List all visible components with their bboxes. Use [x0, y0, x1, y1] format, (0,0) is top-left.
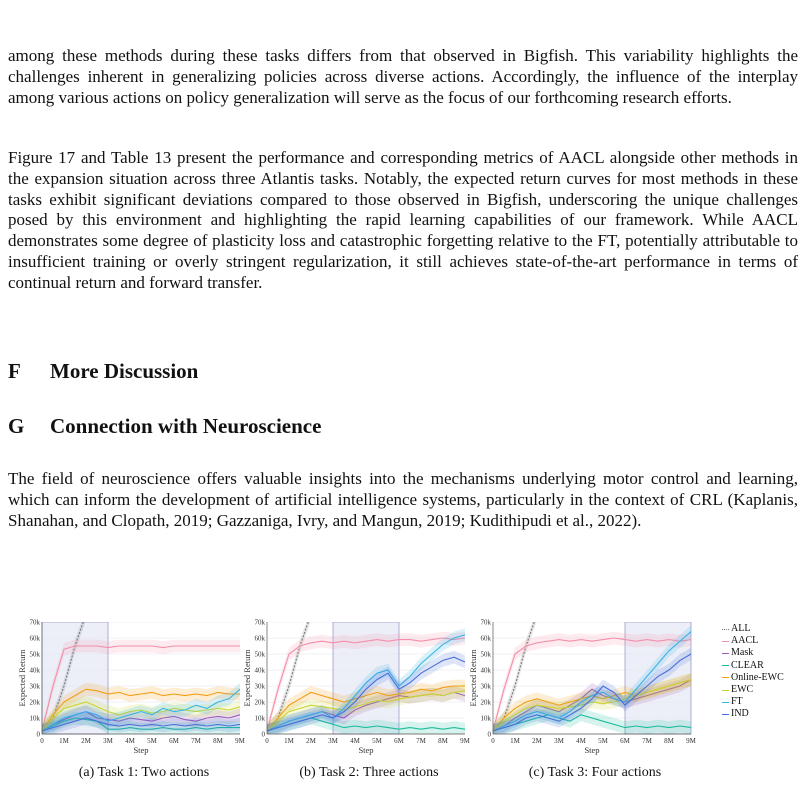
x-tick-label: 1M — [284, 737, 294, 745]
section-number: G — [8, 414, 25, 438]
y-tick-label: 20k — [29, 698, 40, 707]
x-tick-label: 4M — [576, 737, 586, 745]
x-axis-label: Step — [133, 745, 149, 755]
x-tick-label: 0 — [265, 737, 269, 745]
legend-item-ewc — [722, 684, 784, 696]
x-tick-label: 7M — [416, 737, 426, 745]
x-tick-label: 6M — [620, 737, 630, 745]
x-tick-label: 3M — [554, 737, 564, 745]
section-number: F — [8, 359, 21, 383]
y-tick-label: 50k — [254, 650, 265, 659]
x-tick-label: 8M — [213, 737, 223, 745]
chart-panel-task-3 — [468, 616, 699, 762]
legend-item-online-ewc — [722, 672, 784, 684]
y-tick-label: 30k — [254, 682, 265, 691]
y-tick-label: 50k — [29, 650, 40, 659]
x-tick-label: 3M — [103, 737, 113, 745]
y-axis-label: Expected Return — [468, 649, 478, 707]
x-tick-label: 0 — [491, 737, 495, 745]
x-tick-label: 3M — [328, 737, 338, 745]
y-tick-label: 50k — [480, 650, 491, 659]
paragraph-1: among these methods during these tasks differs from that observed in Bigfish. This variability highlights the challenges inherent in generalizing policies across diverse actions. Accordingly, the influence of the interplay among various actions on policy generalization will serve as the focus of our forthcoming research efforts. — [8, 46, 798, 107]
paragraph-3: The field of neuroscience offers valuable insights into the mechanisms underlying motor control and learning, which can inform the development of artificial intelligence systems, particularly in the context of CRL (Kaplanis, Shanahan, and Clopath, 2019; Gazzaniga, Ivry, and Mangun, 2019; Kudithipudi et al., 2022). — [8, 469, 798, 530]
chart-task-3 — [468, 616, 699, 762]
legend-label: Mask — [731, 647, 754, 659]
plot-top-mask — [40, 606, 242, 622]
x-tick-label: 6M — [169, 737, 179, 745]
x-tick-label: 5M — [147, 737, 157, 745]
plot-top-mask — [491, 606, 693, 622]
x-axis-label: Step — [358, 745, 374, 755]
legend-swatch — [722, 629, 729, 630]
y-tick-label: 0 — [36, 730, 40, 739]
legend-label: IND — [731, 708, 749, 720]
y-axis-label: Expected Return — [17, 649, 27, 707]
section-title: Connection with Neuroscience — [50, 414, 322, 438]
y-tick-label: 70k — [29, 618, 40, 627]
y-tick-label: 30k — [480, 682, 491, 691]
legend-swatch — [722, 690, 729, 691]
x-axis-label: Step — [584, 745, 600, 755]
y-tick-label: 60k — [254, 634, 265, 643]
legend-item-ind — [722, 708, 784, 720]
legend-label: CLEAR — [731, 659, 764, 671]
chart-task-1 — [17, 616, 248, 762]
x-tick-label: 6M — [394, 737, 404, 745]
legend-label: Online-EWC — [731, 671, 784, 683]
x-tick-label: 9M — [235, 737, 245, 745]
legend-item-mask — [722, 647, 784, 659]
paragraph-2: Figure 17 and Table 13 present the performance and corresponding metrics of AACL alongside other methods in the expansion situation across three Atlantis tasks. Notably, the expected return curves for most methods in these tasks exhibit significant deviations compared to those observed in Bigfish, underscoring the unique challenges posed by this environment and highlighting the rapid learning capabilities of our framework. While AACL demonstrates some degree of plasticity loss and catastrophic forgetting relative to the FT, potentially attributable to insufficient training or overly stringent regularization, it still achieves state-of-the-art performance in terms of continual return and forward transfer. — [8, 148, 798, 292]
y-tick-label: 40k — [254, 666, 265, 675]
legend-item-ft — [722, 696, 784, 708]
y-tick-label: 30k — [29, 682, 40, 691]
legend-label: AACL — [731, 635, 759, 647]
x-tick-label: 1M — [59, 737, 69, 745]
legend-item-clear — [722, 660, 784, 672]
section-heading-f — [8, 359, 198, 384]
legend-label: FT — [731, 696, 743, 708]
legend-swatch — [722, 665, 729, 666]
x-tick-label: 5M — [372, 737, 382, 745]
plot-top-mask — [265, 606, 467, 622]
legend-swatch — [722, 641, 729, 642]
x-tick-label: 4M — [350, 737, 360, 745]
caption-task-2: (b) Task 2: Three actions — [299, 765, 439, 780]
x-tick-label: 7M — [191, 737, 201, 745]
y-tick-label: 60k — [29, 634, 40, 643]
chart-task-2 — [242, 616, 473, 762]
legend-swatch — [722, 653, 729, 654]
section-heading-g — [8, 414, 321, 439]
y-tick-label: 10k — [29, 714, 40, 723]
x-tick-label: 2M — [306, 737, 316, 745]
caption-task-3: (c) Task 3: Four actions — [528, 765, 662, 780]
y-tick-label: 40k — [29, 666, 40, 675]
y-tick-label: 20k — [254, 698, 265, 707]
x-tick-label: 8M — [664, 737, 674, 745]
legend-swatch — [722, 677, 729, 678]
x-tick-label: 0 — [40, 737, 44, 745]
y-tick-label: 40k — [480, 666, 491, 675]
x-tick-label: 2M — [81, 737, 91, 745]
y-tick-label: 60k — [480, 634, 491, 643]
y-tick-label: 70k — [254, 618, 265, 627]
x-tick-label: 4M — [125, 737, 135, 745]
x-tick-label: 2M — [532, 737, 542, 745]
x-tick-label: 7M — [642, 737, 652, 745]
y-tick-label: 20k — [480, 698, 491, 707]
chart-panel-task-2 — [242, 616, 473, 762]
section-title: More Discussion — [50, 359, 199, 383]
y-tick-label: 10k — [254, 714, 265, 723]
y-tick-label: 0 — [487, 730, 491, 739]
legend-label: ALL — [731, 623, 751, 634]
y-tick-label: 70k — [480, 618, 491, 627]
legend-item-aacl — [722, 635, 784, 647]
legend-item-all — [722, 623, 784, 635]
chart-legend — [722, 623, 784, 721]
x-tick-label: 9M — [686, 737, 696, 745]
y-axis-label: Expected Return — [242, 649, 252, 707]
legend-label: EWC — [731, 684, 754, 696]
chart-panel-task-1 — [17, 616, 248, 762]
caption-task-1: (a) Task 1: Two actions — [78, 765, 210, 780]
x-tick-label: 1M — [510, 737, 520, 745]
x-tick-label: 5M — [598, 737, 608, 745]
y-tick-label: 10k — [480, 714, 491, 723]
y-tick-label: 0 — [261, 730, 265, 739]
x-tick-label: 9M — [460, 737, 470, 745]
legend-swatch — [722, 714, 729, 715]
legend-swatch — [722, 702, 729, 703]
x-tick-label: 8M — [438, 737, 448, 745]
